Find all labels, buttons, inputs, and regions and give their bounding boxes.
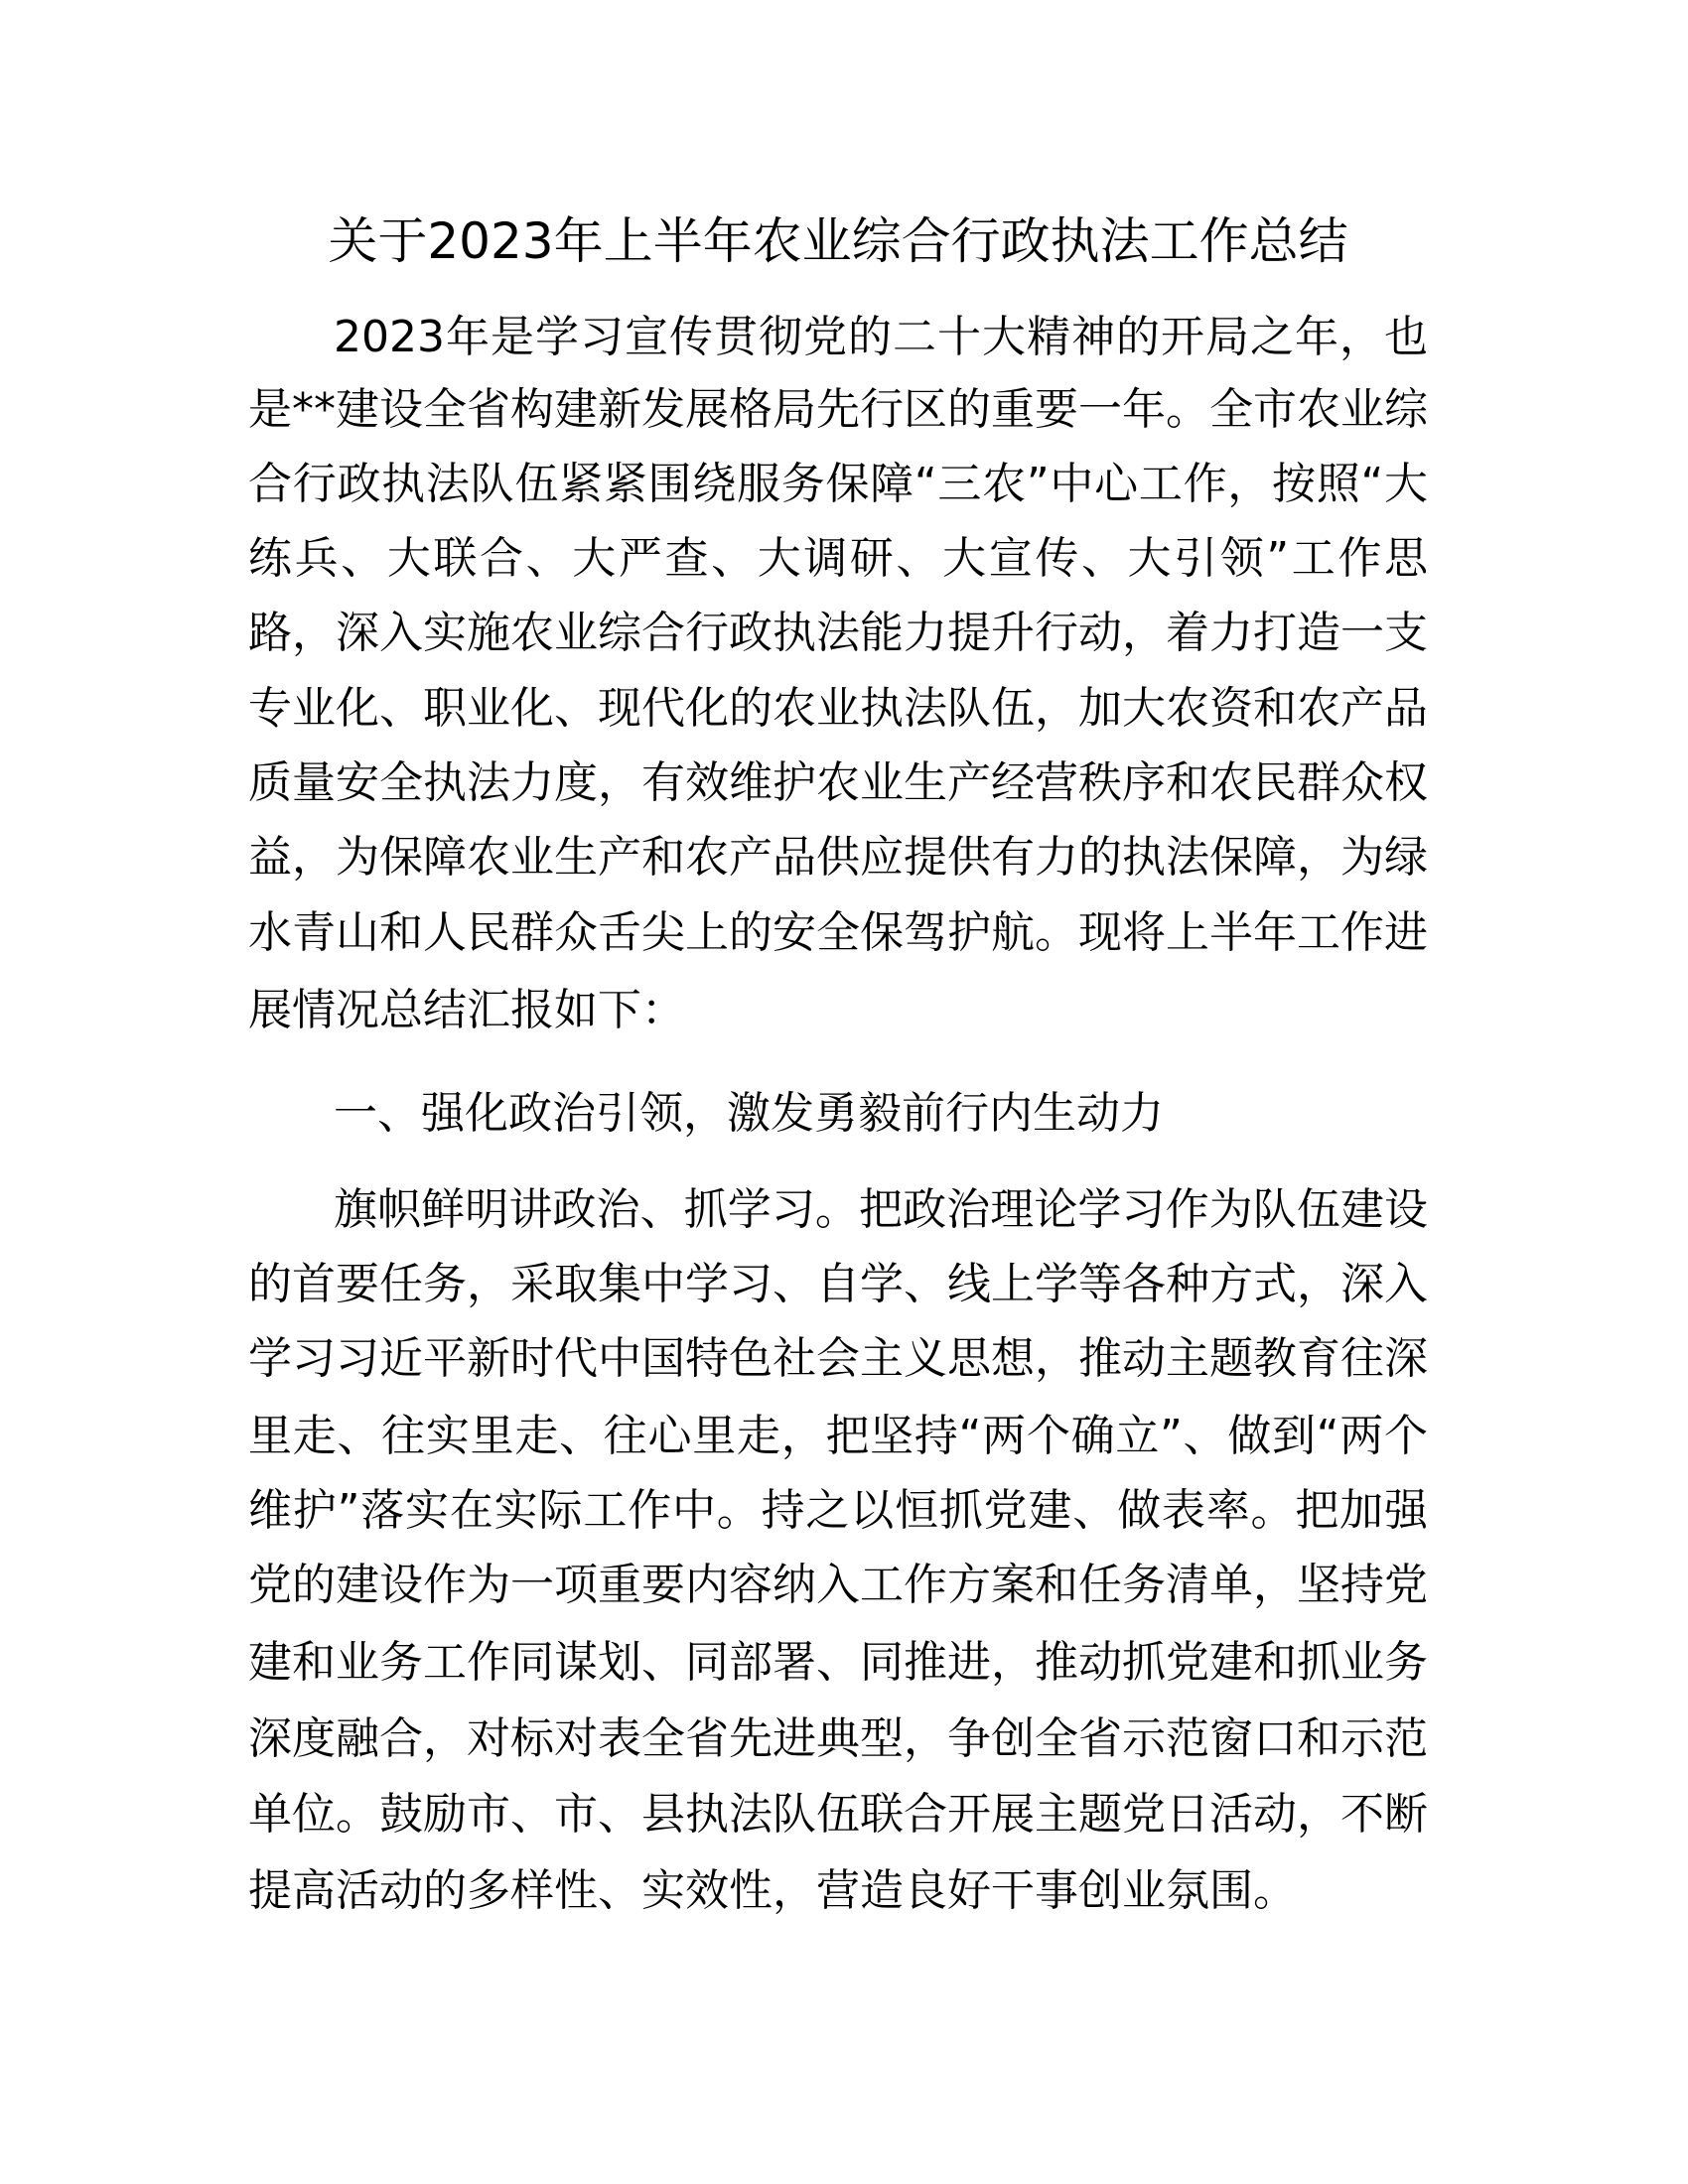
paragraph-line: 旗帜鲜明讲政治、抓学习。把政治理论学习作为队伍建设	[334, 1184, 1428, 1235]
paragraph-line: 深度融合，对标对表全省先进典型，争创全省示范窗口和示范	[248, 1713, 1428, 1764]
paragraph-line: 水青山和人民群众舌尖上的安全保驾护航。现将上半年工作进	[248, 907, 1428, 958]
paragraph-line: 是**建设全省构建新发展格局先行区的重要一年。全市农业综	[248, 384, 1428, 435]
document-title: 关于2023年上半年农业综合行政执法工作总结	[328, 212, 1348, 270]
paragraph-line: 党的建设作为一项重要内容纳入工作方案和任务清单，坚持党	[248, 1560, 1428, 1610]
paragraph-line: 单位。鼓励市、市、县执法队伍联合开展主题党日活动，不断	[248, 1789, 1428, 1840]
paragraph-line: 质量安全执法力度，有效维护农业生产经营秩序和农民群众权	[248, 757, 1428, 808]
paragraph-line: 练兵、大联合、大严查、大调研、大宣传、大引领”工作思	[248, 533, 1428, 584]
paragraph-line: 的首要任务，采取集中学习、自学、线上学等各种方式，深入	[248, 1259, 1428, 1309]
paragraph-line: 路，深入实施农业综合行政执法能力提升行动，着力打造一支	[248, 608, 1428, 658]
paragraph-line: 提高活动的多样性、实效性，营造良好干事创业氛围。	[248, 1865, 1297, 1916]
paragraph-line: 建和业务工作同谋划、同部署、同推进，推动抓党建和抓业务	[248, 1637, 1428, 1688]
paragraph-line: 里走、往实里走、往心里走，把坚持“两个确立”、做到“两个	[248, 1411, 1428, 1461]
paragraph-line: 合行政执法队伍紧紧围绕服务保障“三农”中心工作，按照“大	[248, 459, 1428, 509]
paragraph-line: 益，为保障农业生产和农产品供应提供有力的执法保障，为绿	[248, 832, 1428, 883]
section-heading: 一、强化政治引领，激发勇毅前行内生动力	[334, 1088, 1164, 1139]
paragraph-line: 维护”落实在实际工作中。持之以恒抓党建、做表率。把加强	[248, 1485, 1428, 1536]
paragraph-line: 学习习近平新时代中国特色社会主义思想，推动主题教育往深	[248, 1333, 1428, 1384]
paragraph-line: 专业化、职业化、现代化的农业执法队伍，加大农资和农产品	[248, 683, 1428, 734]
paragraph-line: 展情况总结汇报如下：	[248, 985, 685, 1035]
paragraph-line: 2023年是学习宣传贯彻党的二十大精神的开局之年，也	[334, 312, 1428, 362]
